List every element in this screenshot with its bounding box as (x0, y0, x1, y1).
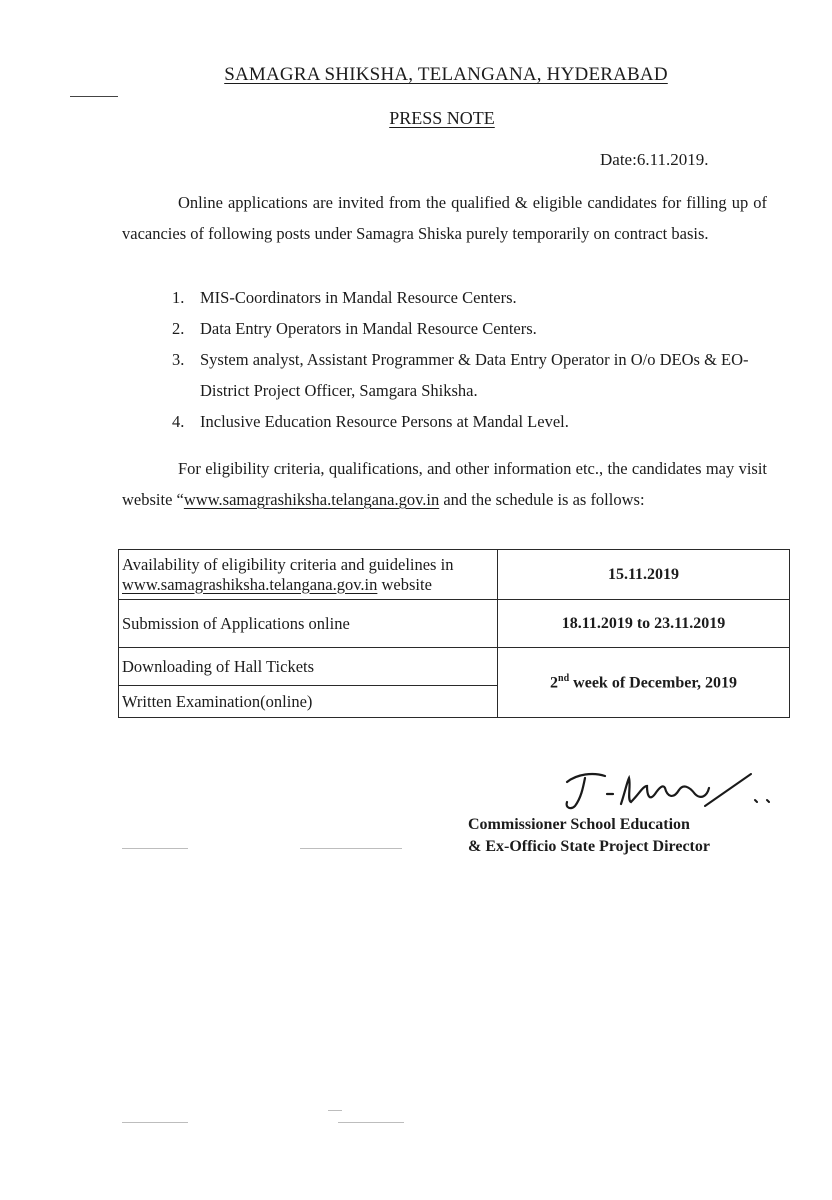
eligibility-text-end: and the schedule is as follows: (439, 490, 645, 509)
list-item-text: Data Entry Operators in Mandal Resource Centers. (200, 319, 537, 338)
signatory-designation: & Ex-Officio State Project Director (468, 838, 710, 855)
intro-paragraph (122, 187, 767, 249)
list-item (172, 313, 772, 344)
table-cell-event (119, 550, 498, 600)
table-row (119, 648, 790, 686)
signatory-title: Commissioner School Education (468, 816, 690, 833)
eligibility-paragraph (122, 453, 767, 515)
table-cell-date-merged (498, 648, 790, 718)
list-item-number: 2. (172, 319, 185, 338)
scan-artifact (300, 848, 402, 849)
intro-text: Online applications are invited from the qualified & eligible candidates for filling up of vacancies of following posts under Samagra Shiska purely temporarily on contract basis. (122, 193, 767, 243)
schedule-table (118, 549, 790, 718)
list-item-number: 3. (172, 350, 185, 369)
event-text: Availability of eligibility criteria and guidelines in (122, 554, 454, 574)
date-value: 6.11.2019. (636, 150, 709, 169)
table-row (119, 550, 790, 600)
list-item-number: 4. (172, 412, 185, 431)
table-cell-event: Written Examination(online) (119, 686, 498, 718)
website-link[interactable]: www.samagrashiksha.telangana.gov.in (183, 490, 440, 509)
scan-artifact (70, 96, 118, 97)
table-cell-event: Submission of Applications online (119, 600, 498, 648)
eligibility-text: For eligibility criteria, qualifications, and other information etc., the candidates may visit website “ (122, 459, 767, 509)
merged-date-rest: week of December, 2019 (569, 674, 737, 692)
table-cell-date: 18.11.2019 to 23.11.2019 (498, 600, 790, 648)
list-item (172, 406, 772, 437)
table-cell-event: Downloading of Hall Tickets (119, 648, 498, 686)
list-item-text: Inclusive Education Resource Persons at Mandal Level. (200, 412, 569, 431)
signatory-block (468, 814, 710, 858)
merged-date-superscript: nd (558, 672, 570, 684)
date-line (600, 150, 708, 170)
table-website-link[interactable]: www.samagrashiksha.telangana.gov.in (122, 574, 378, 594)
scan-artifact (122, 1122, 188, 1123)
date-label: Date: (600, 150, 637, 169)
scan-artifact (328, 1110, 342, 1111)
document-title: SAMAGRA SHIKSHA, TELANGANA, HYDERABAD (224, 64, 668, 85)
document-subtitle: PRESS NOTE (389, 108, 495, 128)
scan-artifact (338, 1122, 404, 1123)
list-item-text: System analyst, Assistant Programmer & Data Entry Operator in O/o DEOs & EO-District Project Officer, Samgara Shiksha. (200, 350, 749, 400)
table-row (119, 600, 790, 648)
list-item-number: 1. (172, 288, 185, 307)
event-text-suffix: website (377, 574, 432, 594)
posts-list (172, 282, 772, 437)
merged-date-number: 2 (550, 674, 559, 692)
scan-artifact (122, 848, 188, 849)
list-item-text: MIS-Coordinators in Mandal Resource Centers. (200, 288, 517, 307)
list-item (172, 282, 772, 313)
list-item (172, 344, 772, 406)
table-cell-date: 15.11.2019 (498, 550, 790, 600)
